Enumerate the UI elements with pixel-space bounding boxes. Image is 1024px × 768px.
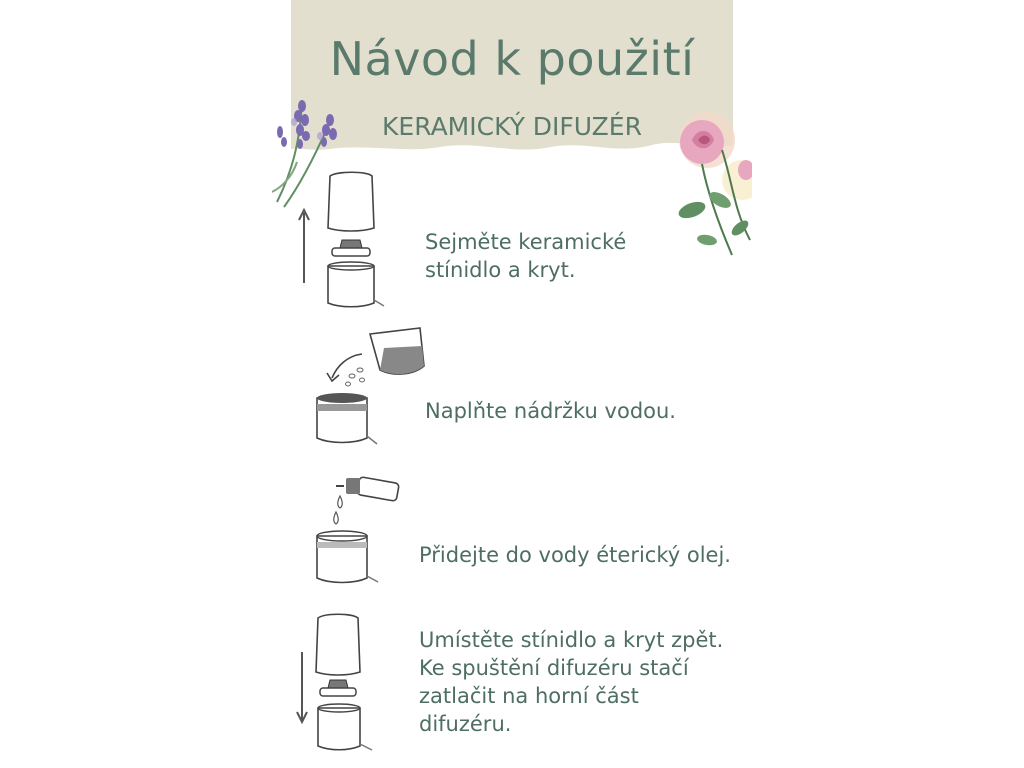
page-title: Návod k použití [329,32,695,86]
step-1-text: Sejměte keramické stínidlo a kryt. [425,230,627,282]
step-4-text: Umístěte stínidlo a kryt zpět. Ke spuštění difuzéru stačí zatlačit na horní část difuzéru. [419,628,724,736]
step-2-text: Naplňte nádržku vodou. [425,399,676,423]
pour-water-icon [312,326,432,456]
instruction-card [272,0,752,768]
page-subtitle: KERAMICKÝ DIFUZÉR [382,112,642,141]
step-3-text: Přidejte do vody éterický olej. [419,543,731,567]
oil-dropper-icon [312,474,412,594]
diffuser-disassemble-icon [292,168,402,318]
diffuser-assemble-icon [292,612,402,762]
